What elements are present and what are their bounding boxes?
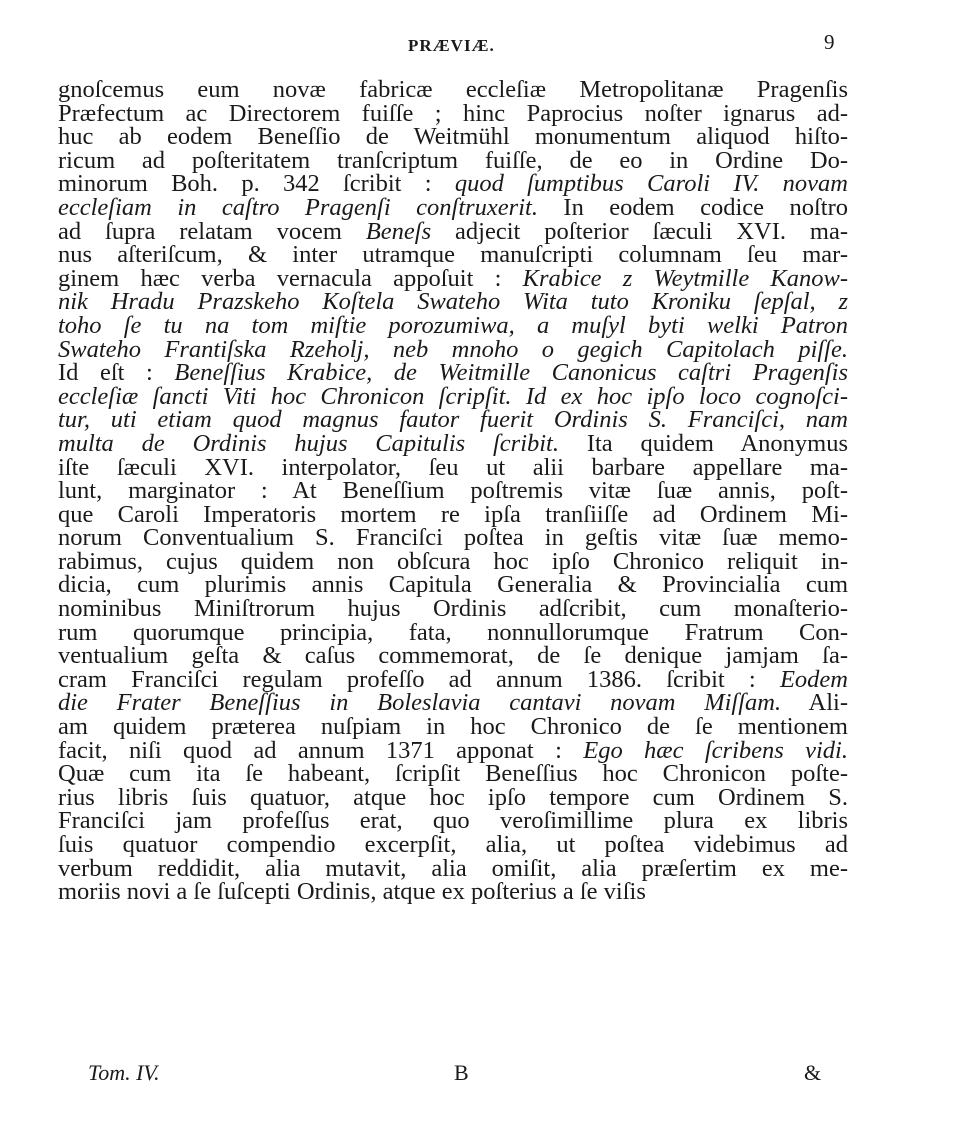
italic-segment: Beneſs	[365, 217, 432, 245]
text-line	[58, 854, 848, 882]
text-line	[58, 99, 848, 127]
roman-segment: verbum reddidit, alia mutavit, alia omiſit, alia præſertim ex me-	[58, 854, 848, 882]
text-line	[58, 311, 848, 339]
italic-segment: nik Hradu Prazskeho Koſtela Swateho Wita tuto Kroniku ſepſal, z	[58, 288, 848, 316]
text-line	[58, 382, 848, 410]
italic-segment: toho ſe tu na tom miſtie porozumiwa, a muſyl byti welki Patron	[58, 311, 848, 339]
roman-segment: adjecit poſterior ſæculi XVI. ma-	[431, 217, 848, 245]
italic-segment: multa de Ordinis hujus Capitulis ſcribit.	[58, 429, 559, 457]
italic-segment: Beneſſius Krabice, de Weitmille Canonicus caſtri Pragenſis	[174, 359, 848, 387]
roman-segment: ginem hæc verba vernacula appoſuit :	[58, 264, 523, 292]
roman-segment: ventualium geſta & caſus commemorat, de ſe denique jamjam ſa-	[58, 642, 848, 670]
roman-segment: ſuis quatuor compendio excerpſit, alia, ut poſtea videbimus ad	[58, 831, 848, 858]
running-head: PRÆVIÆ.	[408, 36, 495, 55]
roman-segment: Id eſt :	[58, 359, 175, 387]
text-line	[58, 243, 848, 267]
italic-segment: tur, uti etiam quod magnus fautor fuerit Ordinis S. Franciſci, nam	[58, 406, 848, 434]
text-line	[58, 833, 848, 857]
roman-segment: Ita quidem Anonymus	[559, 429, 848, 457]
italic-segment: eccleſiam in caſtro Pragenſi conſtruxerit.	[58, 193, 538, 221]
roman-segment: cram Franciſci regulam profeſſo ad annum 1386. ſcribit :	[58, 665, 780, 693]
text-line	[58, 429, 848, 457]
italic-segment: Swateho Frantiſska Rzeholj, neb mnoho o gegich Capitolach piſſe.	[58, 335, 848, 363]
page-footer	[0, 1060, 960, 1090]
text-line	[58, 573, 848, 597]
text-line	[58, 217, 848, 245]
text-line	[58, 361, 848, 385]
body-text	[58, 78, 848, 904]
text-line	[58, 597, 848, 621]
text-line	[58, 264, 848, 292]
catchword: &	[804, 1060, 822, 1085]
page-number: 9	[824, 30, 835, 54]
text-line	[58, 335, 848, 363]
italic-segment: quod ſumptibus Caroli IV. novam	[454, 170, 848, 198]
roman-segment: Ali-	[781, 689, 848, 717]
roman-segment: gnoſcemus eum novæ fabricæ eccleſiæ Metropolitanæ Pragenſis	[58, 76, 848, 103]
text-line	[58, 453, 848, 481]
italic-segment: eccleſiæ ſancti Viti hoc Chronicon ſcripſit. Id ex hoc ipſo loco cognoſci-	[58, 382, 848, 410]
roman-segment: dicia, cum plurimis annis Capitula Generalia & Provincialia cum	[58, 571, 848, 599]
text-line	[58, 526, 848, 550]
text-line	[58, 146, 848, 174]
roman-segment: facit, niſi quod ad annum 1371 apponat :	[58, 736, 584, 764]
text-line	[58, 783, 848, 811]
text-line	[58, 547, 848, 575]
italic-segment: Eodem	[779, 665, 848, 693]
roman-segment: rum quorumque principia, fata, nonnullorumque Fratrum Con-	[58, 618, 848, 646]
roman-segment: rius libris ſuis quatuor, atque hoc ipſo tempore cum Ordinem S.	[58, 783, 848, 811]
text-line	[58, 665, 848, 693]
italic-segment: die Frater Beneſſius in Boleslavia cantavi novam Miſſam.	[58, 689, 782, 717]
text-line	[58, 880, 848, 904]
roman-segment: iſte ſæculi XVI. interpolator, ſeu ut alii barbare appellare ma-	[58, 453, 848, 481]
roman-segment: nominibus Miniſtrorum hujus Ordinis adſcribit, cum monaſterio-	[58, 595, 848, 623]
roman-segment: In eodem codice noſtro	[537, 193, 848, 221]
italic-segment: Krabice z Weytmille Kanow-	[522, 264, 848, 292]
text-line	[58, 500, 848, 528]
roman-segment: rabimus, cujus quidem non obſcura hoc ipſo Chronico reliquit in-	[58, 547, 848, 575]
text-line	[58, 172, 848, 196]
roman-segment: minorum Boh. p. 342 ſcribit :	[58, 170, 455, 198]
text-line	[58, 809, 848, 833]
roman-segment: nus aſteriſcum, & inter utramque manuſcripti columnam ſeu mar-	[58, 241, 848, 269]
roman-segment: huc ab eodem Beneſſio de Weitmühl monumentum aliquod hiſto-	[58, 123, 848, 151]
text-line	[58, 193, 848, 221]
text-line	[58, 736, 848, 764]
text-line	[58, 479, 848, 503]
text-line	[58, 762, 848, 786]
roman-segment: Præfectum ac Directorem fuiſſe ; hinc Paprocius noſter ignarus ad-	[58, 99, 848, 127]
text-line	[58, 715, 848, 739]
text-line	[58, 125, 848, 149]
text-line	[58, 78, 848, 102]
roman-segment: moriis novi a ſe ſuſcepti Ordinis, atque ex poſterius a ſe viſis	[58, 878, 646, 906]
volume-label: Tom. IV.	[88, 1060, 160, 1085]
roman-segment: ad ſupra relatam vocem	[58, 217, 366, 245]
roman-segment: que Caroli Imperatoris mortem re ipſa tranſiiſſe ad Ordinem Mi-	[58, 500, 848, 528]
roman-segment: lunt, marginator : At Beneſſium poſtremis vitæ ſuæ annis, poſt-	[58, 477, 848, 505]
text-line	[58, 644, 848, 668]
text-line	[58, 691, 848, 715]
roman-segment: norum Conventualium S. Franciſci poſtea in geſtis vitæ ſuæ memo-	[58, 524, 848, 552]
roman-segment: ricum ad poſteritatem tranſcriptum fuiſſe, de eo in Ordine Do-	[58, 146, 848, 174]
roman-segment: Quæ cum ita ſe habeant, ſcripſit Beneſſius hoc Chronicon poſte-	[58, 760, 848, 788]
signature-mark: B	[454, 1060, 469, 1085]
roman-segment: am quidem præterea nuſpiam in hoc Chronico de ſe mentionem	[58, 713, 848, 741]
roman-segment: Franciſci jam profeſſus erat, quo veroſimillime plura ex libris	[58, 807, 848, 835]
text-line	[58, 408, 848, 432]
text-line	[58, 618, 848, 646]
italic-segment: Ego hæc ſcribens vidi.	[583, 736, 848, 764]
text-line	[58, 290, 848, 314]
